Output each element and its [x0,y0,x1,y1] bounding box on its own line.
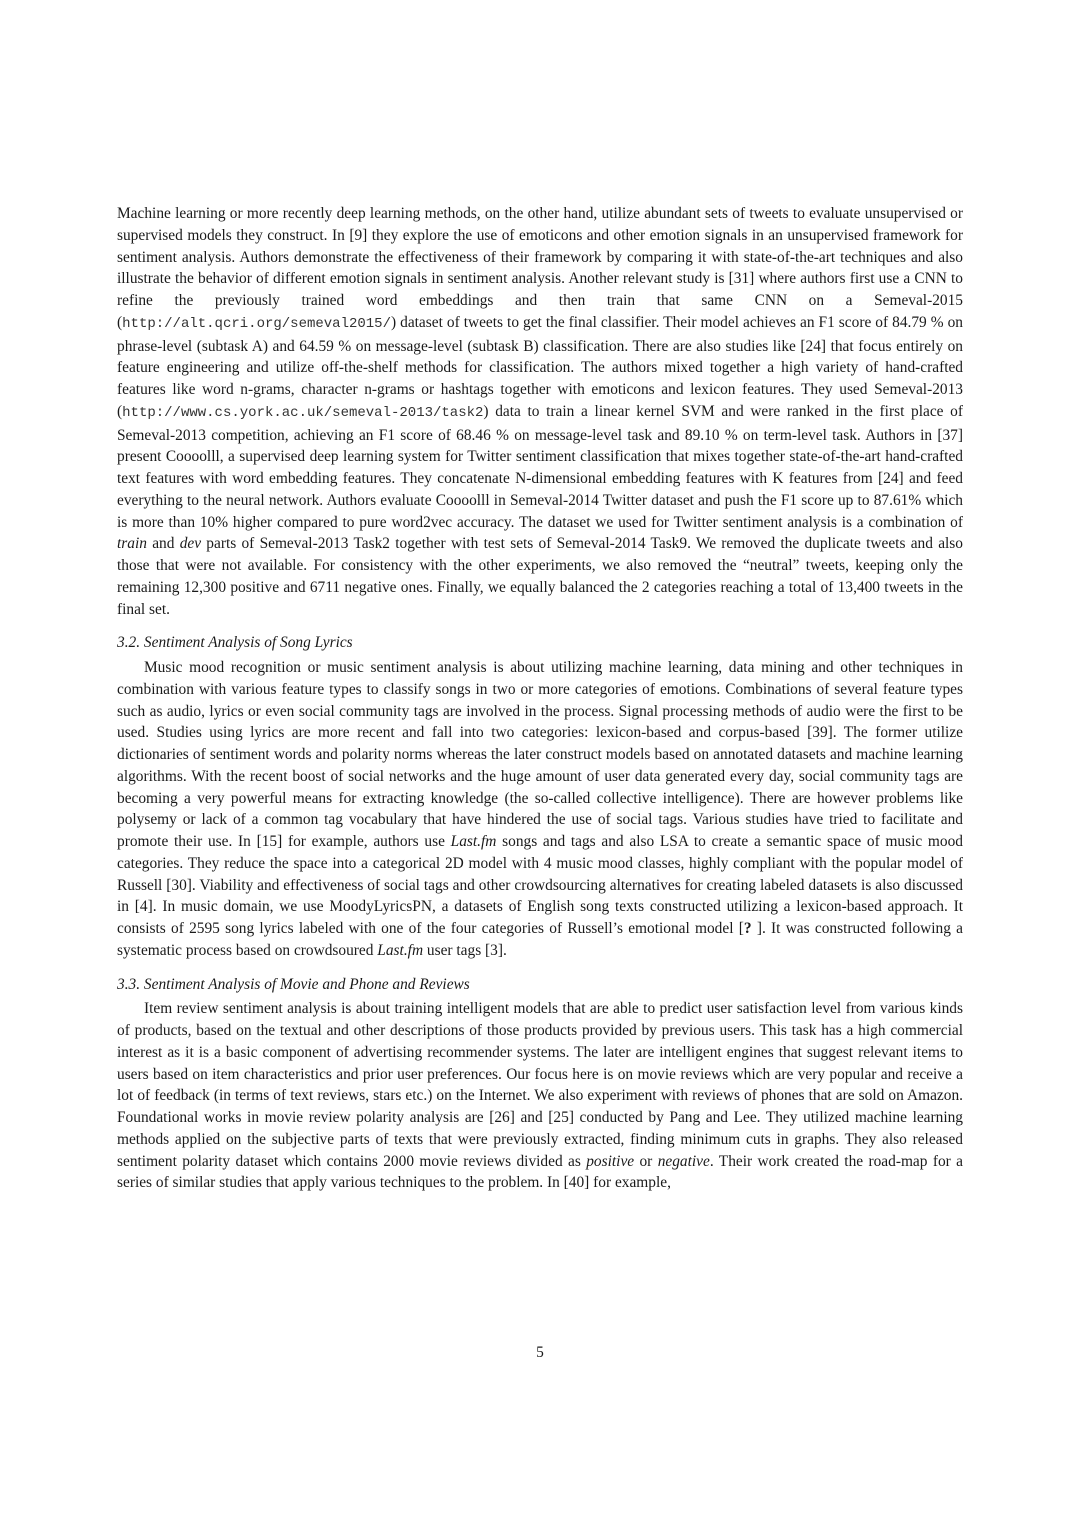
text-run: ) data to train a linear kernel SVM and were ranked in the first place of Semeval-2013 competition, achieving an F1 score of 68.46 % on message-level task and 89.10 % on term-level task. Authors in [37] present Coooolll, a supervised deep learning system for Twitter sentiment classification that mixes together state-of-the-art hand-crafted text features with word embedding features. They concatenate N-dimensional embedding features with K features from [24] and feed everything to the neural network. Authors evaluate Coooolll in Semeval-2014 Twitter dataset and push the F1 score up to 87.61% which is more than 10% higher compared to pure word2vec accuracy. The dataset we used for Twitter sentiment analysis is a combination of [117,402,963,531]
text-run: parts of Semeval-2013 Task2 together with test sets of Semeval-2014 Task9. We removed the duplicate tweets and also those that were not available. For consistency with the other experiments, we also removed the “neutral” tweets, keeping only the remaining 12,300 positive and 6711 negative ones. Finally, we equally balanced the 2 categories reaching a total of 13,400 tweets in the final set. [117,535,963,618]
italic-dev: dev [179,535,202,553]
text-run: . Their work created the road-map for a series of similar studies that apply various techniques to the problem. In [40] for example, [117,1152,963,1192]
page-number: 5 [536,1344,544,1361]
italic-lastfm: Last.fm [377,941,424,959]
text-run: or [634,1152,658,1170]
text-run: Music mood recognition or music sentiment analysis is about utilizing machine learning, data mining and other techniques in combination with various feature types to classify songs in two or more categories of emotions. Combinations of several feature types such as audio, lyrics or even social community tags are involved in the process. Signal processing methods of audio were the first to be used. Studies using lyrics are more recent and fall into two categories: lexicon-based and corpus-based [39]. The former utilize dictionaries of sentiment words and polarity norms whereas the later construct models based on annotated datasets and machine learning algorithms. With the recent boost of social networks and the huge amount of user data generated every day, social community tags are becoming a very powerful means for extracting knowledge (the so-called collective intelligence). There are however problems like polysemy or lack of a common tag vocabulary that have hindered the use of social tags. Various studies have tried to facilitate and promote their use. In [15] for example, authors use [117,659,963,850]
semeval-2013-url[interactable]: http://www.cs.york.ac.uk/semeval-2013/task2 [122,404,484,421]
text-run: Machine learning or more recently deep learning methods, on the other hand, utilize abundant sets of tweets to evaluate unsupervised or supervised models they construct. In [9] they explore the use of emoticons and other emotion signals in an unsupervised framework for sentiment analysis. Authors demonstrate the effectiveness of their framework by comparing it with state-of-the-art techniques and also illustrate the behavior of different emotion signals in sentiment analysis. Another relevant study is [31] where authors first use a CNN to refine the previously trained word embeddings and then train that same CNN on a Semeval-2015 ( [117,205,963,331]
paragraph-movie-phone-reviews [117,998,963,1194]
italic-train: train [117,535,147,553]
paragraph-twitter-datasets [117,203,963,620]
italic-negative: negative [657,1152,710,1170]
text-run: Item review sentiment analysis is about training intelligent models that are able to predict user satisfaction level from various kinds of products, based on the textual and other descriptions of those products provided by previous users. This task has a high commercial interest as it is a basic component of advertising recommender systems. The later are intelligent engines that suggest relevant items to users based on item characteristics and prior user preferences. Our focus here is on movie reviews which are very popular and receive a lot of feedback (in terms of text reviews, stars etc.) on the Internet. We also experiment with reviews of phones that are sold on Amazon. Foundational works in movie review polarity analysis are [26] and [25] conducted by Pang and Lee. They utilized machine learning methods applied on the subjective parts of texts that were previously extracted, finding minimum cuts in graphs. They also released sentiment polarity dataset which contains 2000 movie reviews divided as [117,1000,963,1170]
italic-positive: positive [586,1152,635,1170]
italic-lastfm: Last.fm [450,833,497,850]
semeval-2015-url[interactable]: http://alt.qcri.org/semeval2015/ [122,315,391,332]
text-run: ) dataset of tweets to get the final classifier. Their model achieves an F1 score of 84.79 % on phrase-level (subtask A) and 64.59 % on message-level (subtask B) classification. There are also studies like [24] that focus entirely on feature engineering and utilize off-the-shelf methods for classification. The authors mixed together a high variety of hand-crafted features like word n-grams, character n-grams or hashtags together with emoticons and lexicon features. They used Semeval-2013 ( [117,313,963,420]
missing-reference-mark: ? [743,920,752,937]
text-run: user tags [3]. [423,941,507,959]
text-run: ]. It was constructed following a systematic process based on crowdsoured [117,920,963,959]
text-run: and [146,535,180,553]
section-heading-3-2: 3.2. Sentiment Analysis of Song Lyrics [117,634,353,652]
section-heading-3-3: 3.3. Sentiment Analysis of Movie and Phone and Reviews [117,975,470,993]
text-run: songs and tags and also LSA to create a semantic space of music mood categories. They reduce the space into a categorical 2D model with 4 music mood classes, highly compliant with the popular model of Russell [30]. Viability and effectiveness of social tags and other crowdsourcing alternatives for creating labeled datasets is also discussed in [4]. In music domain, we use MoodyLyricsPN, a datasets of English song texts constructed utilizing a lexicon-based approach. It consists of 2595 song lyrics labeled with one of the four categories of Russell’s emotional model [ [117,833,963,937]
text-column [117,203,963,1194]
paragraph-song-lyrics [117,657,963,962]
